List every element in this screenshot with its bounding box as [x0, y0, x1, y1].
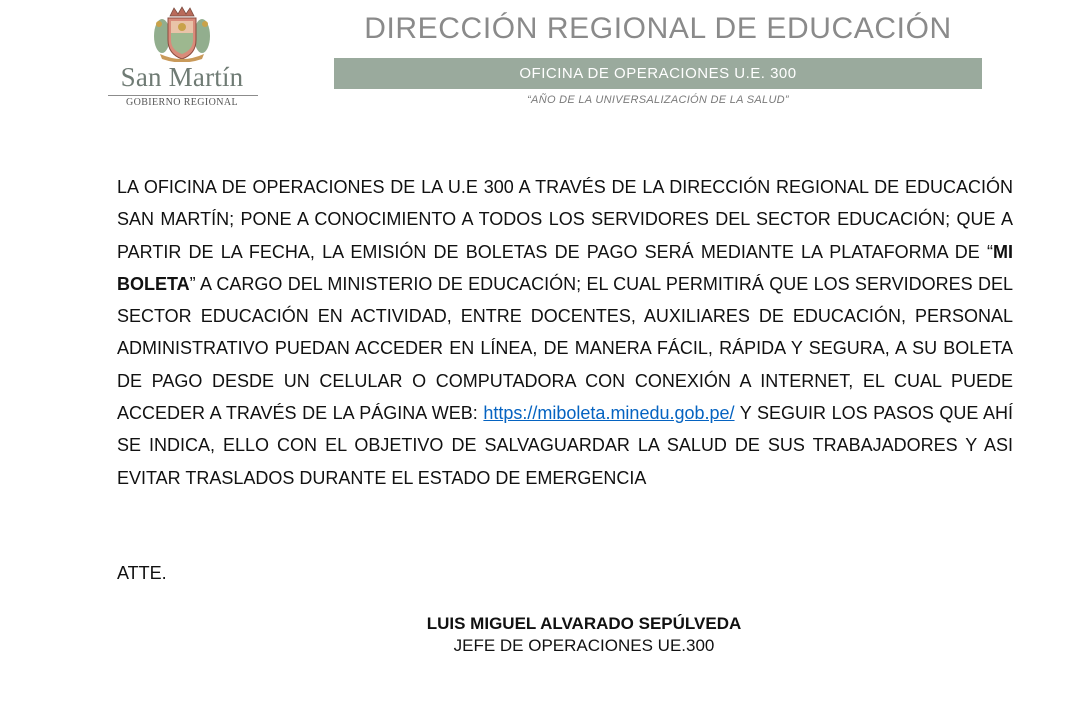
body-text-part1: LA OFICINA DE OPERACIONES DE LA U.E 300 A TRAVÉS DE LA DIRECCIÓN REGIONAL DE EDUCACIÓN SAN MARTÍN; PONE A CONOCIMIENTO A TODOS LOS SERVIDORES DEL SECTOR EDUCACIÓN; QUE A PARTIR DE LA FECHA, LA EMISIÓN DE BOLETAS DE PAGO SERÁ MEDIANTE LA PLATAFORMA DE “ — [117, 177, 1013, 262]
logo-subtitle: GOBIERNO REGIONAL — [125, 97, 239, 108]
header-band: OFICINA DE OPERACIONES U.E. 300 — [334, 58, 982, 89]
closing: ATTE. — [117, 563, 167, 583]
signature-role: JEFE DE OPERACIONES UE.300 — [453, 636, 715, 655]
signature-name: LUIS MIGUEL ALVARADO SEPÚLVEDA — [426, 614, 742, 633]
logo-divider — [108, 95, 258, 96]
header-motto: “AÑO DE LA UNIVERSALIZACIÓN DE LA SALUD” — [527, 94, 789, 106]
miboleta-link[interactable]: https://miboleta.minedu.gob.pe/ — [483, 403, 735, 424]
logo — [104, 6, 260, 106]
logo-name: San Martín — [120, 62, 244, 92]
body-text-bold: MI BOLETA — [117, 241, 1013, 294]
body-text-part2: ” A CARGO DEL MINISTERIO DE EDUCACIÓN; EL CUAL PERMITIRÁ QUE LOS SERVIDORES DEL SECTOR EDUCACIÓN EN ACTIVIDAD, ENTRE DOCENTES, AUXILIARES DE EDUCACIÓN, PERSONAL ADMINISTRATIVO PUEDAN ACCEDER EN LÍNEA, DE MANERA FÁCIL, RÁPIDA Y SEGURA, A SU BOLETA DE PAGO DESDE UN CELULAR O COMPUTADORA CON CONEXIÓN A INTERNET, EL CUAL PUEDE ACCEDER A TRAVÉS DE LA PÁGINA WEB: — [117, 273, 1013, 424]
body-text-part3: Y SEGUIR LOS PASOS QUE AHÍ SE INDICA, ELLO CON EL OBJETIVO DE SALVAGUARDAR LA SALUD DE SUS TRABAJADORES Y ASI EVITAR TRASLADOS DURANTE EL ESTADO DE EMERGENCIA — [117, 403, 1013, 488]
regional-coat-of-arms-icon — [150, 6, 214, 62]
header-title: DIRECCIÓN REGIONAL DE EDUCACIÓN — [364, 12, 952, 45]
announcement-body — [117, 171, 1013, 494]
